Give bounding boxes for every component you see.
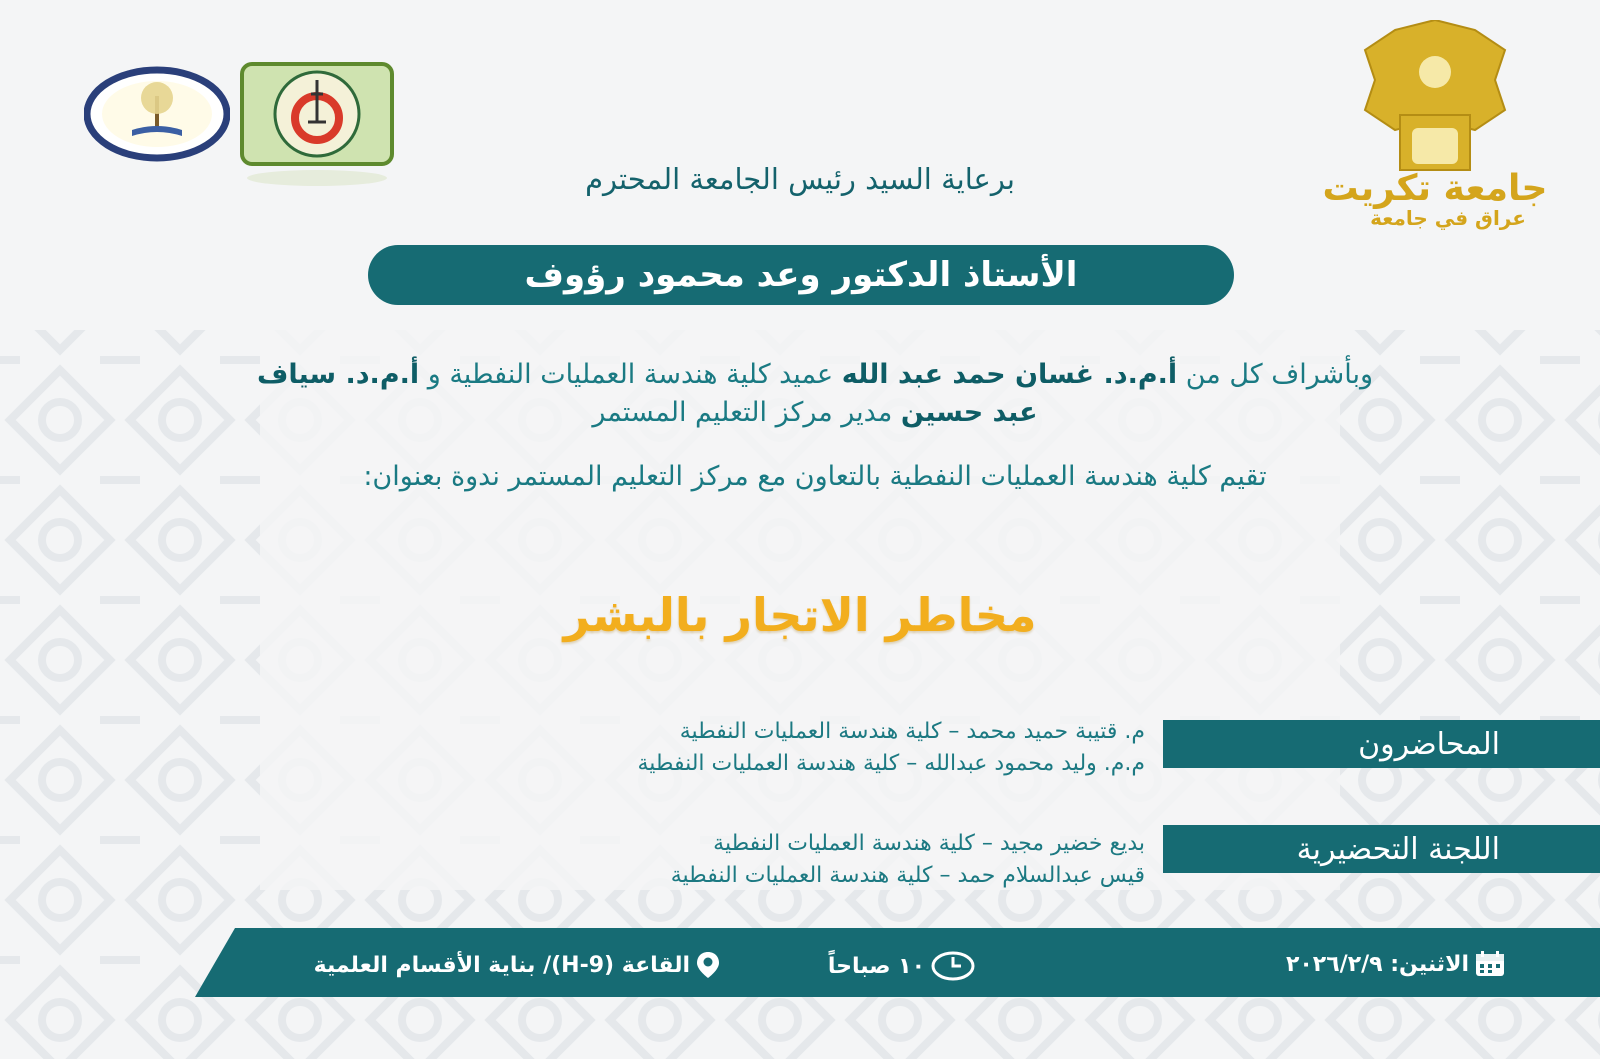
president-name: الأستاذ الدكتور وعد محمود رؤوف — [524, 255, 1078, 295]
event-time — [828, 951, 975, 981]
supervision-text-a: وبأشراف كل من — [1177, 359, 1374, 390]
president-name-banner — [368, 245, 1234, 305]
calendar-icon — [1475, 951, 1505, 977]
supervision-paragraph — [230, 356, 1400, 432]
list-item: بديع خضير مجيد – كلية هندسة العمليات النفطية — [713, 831, 1145, 856]
event-date-text: الاثنين: ٢٠٢٦/٢/٩ — [1285, 951, 1469, 977]
supervision-text-c: مدير مركز التعليم المستمر — [592, 397, 901, 428]
university-name: جامعة تكريت — [1322, 168, 1548, 209]
dean-name: أ.م.د. غسان حمد عبد الله — [841, 359, 1178, 390]
announcement-paragraph: تقيم كلية هندسة العمليات النفطية بالتعاون مع مركز التعليم المستمر ندوة بعنوان: — [363, 461, 1267, 492]
supervision-text-b: عميد كلية هندسة العمليات النفطية و — [419, 359, 842, 390]
list-item: م. قتيبة حميد محمد – كلية هندسة العمليات النفطية — [679, 719, 1145, 744]
event-date — [1286, 951, 1505, 977]
university-slogan: عراق في جامعة — [1370, 206, 1526, 230]
clock-icon — [931, 951, 975, 981]
list-item: قيس عبدالسلام حمد – كلية هندسة العمليات النفطية — [670, 863, 1145, 888]
lecturers-label: المحاضرون — [1163, 720, 1600, 768]
director-name: أ.م.د. سياف عبد حسين — [256, 359, 1038, 428]
continuing-education-logo — [84, 66, 230, 162]
seminar-topic: مخاطر الاتجار بالبشر — [563, 588, 1037, 642]
event-time-text: ١٠ صباحاً — [827, 953, 925, 979]
tikrit-university-logo — [1300, 20, 1570, 235]
event-location-text: القاعة (H-9)/ بناية الأقسام العلمية — [313, 952, 690, 978]
event-location — [314, 951, 720, 979]
committee-label: اللجنة التحضيرية — [1163, 825, 1600, 873]
patronage-line: برعاية السيد رئيس الجامعة المحترم — [585, 162, 1015, 196]
committee-list — [385, 828, 1145, 892]
list-item: م.م. وليد محمود عبدالله – كلية هندسة العمليات النفطية — [637, 751, 1145, 776]
college-logo — [238, 60, 396, 190]
location-pin-icon — [696, 951, 720, 979]
lecturers-list — [385, 716, 1145, 780]
